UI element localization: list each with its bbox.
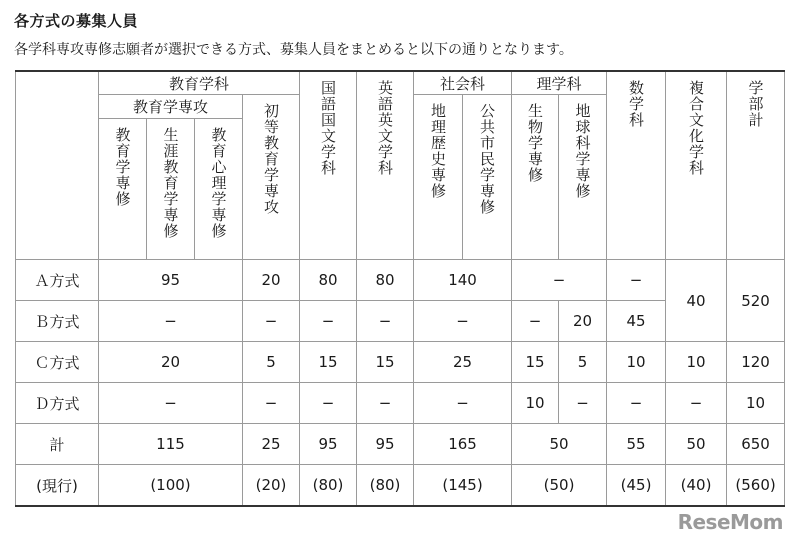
row-label: Ｂ方式 (16, 301, 99, 342)
cell-shotou: 25 (243, 424, 300, 465)
cell-total: 10 (727, 383, 785, 424)
cell-shakai: 25 (414, 342, 512, 383)
row-label: 計 (16, 424, 99, 465)
header-gakubu-kei: 学部計 (727, 71, 785, 260)
row-label: Ｄ方式 (16, 383, 99, 424)
cell-kyouikugaku: (100) (99, 465, 243, 507)
cell-seibutsu: 15 (512, 342, 559, 383)
cell-eigo: 95 (357, 424, 414, 465)
header-chikyu: 地球科学専修 (559, 95, 607, 260)
header-rigaku: 理学科 (512, 71, 607, 95)
cell-shakai: 165 (414, 424, 512, 465)
cell-kokugo: 80 (300, 260, 357, 301)
header-corner (16, 71, 99, 260)
cell-eigo: 15 (357, 342, 414, 383)
cell-kyouikugaku: − (99, 301, 243, 342)
header-shakai: 社会科 (414, 71, 512, 95)
cell-total: (560) (727, 465, 785, 507)
cell-seibutsu: − (512, 301, 559, 342)
header-seibutsu: 生物学専修 (512, 95, 559, 260)
cell-shakai: 140 (414, 260, 512, 301)
header-sugaku: 数学科 (607, 71, 666, 260)
table-row (16, 383, 785, 424)
cell-rigaku: 50 (512, 424, 607, 465)
cell-shotou: (20) (243, 465, 300, 507)
cell-total: 520 (727, 260, 785, 342)
cell-eigo: − (357, 301, 414, 342)
cell-shotou: 5 (243, 342, 300, 383)
cell-chikyu: 5 (559, 342, 607, 383)
cell-shakai: (145) (414, 465, 512, 507)
cell-kyouikugaku: 95 (99, 260, 243, 301)
cell-rigaku: − (512, 260, 607, 301)
table-row (16, 260, 785, 301)
cell-kokugo: − (300, 383, 357, 424)
cell-total: 120 (727, 342, 785, 383)
cell-shakai: − (414, 383, 512, 424)
cell-sugaku: (45) (607, 465, 666, 507)
cell-kokugo: 15 (300, 342, 357, 383)
header-kyouiku-gakka: 教育学科 (99, 71, 300, 95)
cell-fukugou: 10 (666, 342, 727, 383)
row-label: Ｃ方式 (16, 342, 99, 383)
cell-sugaku: 55 (607, 424, 666, 465)
header-chiri-rekishi: 地理歴史専修 (414, 95, 463, 260)
cell-seibutsu: 10 (512, 383, 559, 424)
cell-shotou: − (243, 301, 300, 342)
resemom-logo: ReseMom (677, 510, 783, 534)
cell-kokugo: (80) (300, 465, 357, 507)
cell-kyouikugaku: 115 (99, 424, 243, 465)
cell-chikyu: 20 (559, 301, 607, 342)
header-shougai-kyouikugaku-senshu: 生涯教育学専修 (147, 119, 195, 260)
page-subtitle: 各学科専攻専修志願者が選択できる方式、募集人員をまとめると以下の通りとなります。 (14, 42, 573, 58)
table-row (16, 342, 785, 383)
cell-fukugou: 50 (666, 424, 727, 465)
cell-kyouikugaku: 20 (99, 342, 243, 383)
cell-shotou: − (243, 383, 300, 424)
header-fukugou-bunka: 複合文化学科 (666, 71, 727, 260)
cell-eigo: (80) (357, 465, 414, 507)
cell-shotou: 20 (243, 260, 300, 301)
cell-fukugou: 40 (666, 260, 727, 342)
cell-kyouikugaku: − (99, 383, 243, 424)
table-row (16, 424, 785, 465)
cell-chikyu: − (559, 383, 607, 424)
header-kokugo-kokubun: 国語国文学科 (300, 71, 357, 260)
cell-sugaku: − (607, 383, 666, 424)
row-label: Ａ方式 (16, 260, 99, 301)
header-kyouiku-shinrigaku-senshu: 教育心理学専修 (195, 119, 243, 260)
header-kyouikugaku-senkou: 教育学専攻 (99, 95, 243, 119)
cell-sugaku: 10 (607, 342, 666, 383)
cell-shakai: − (414, 301, 512, 342)
cell-rigaku: (50) (512, 465, 607, 507)
cell-sugaku: − (607, 260, 666, 301)
page-title: 各方式の募集人員 (14, 12, 139, 30)
cell-fukugou: − (666, 383, 727, 424)
cell-eigo: − (357, 383, 414, 424)
row-label: (現行) (16, 465, 99, 507)
cell-eigo: 80 (357, 260, 414, 301)
cell-fukugou: (40) (666, 465, 727, 507)
cell-kokugo: − (300, 301, 357, 342)
cell-total: 650 (727, 424, 785, 465)
recruitment-table (15, 70, 785, 507)
cell-kokugo: 95 (300, 424, 357, 465)
cell-sugaku: 45 (607, 301, 666, 342)
table-row (16, 465, 785, 507)
header-eigo-eibun: 英語英文学科 (357, 71, 414, 260)
header-koukyou-shimin: 公共市民学専修 (463, 95, 512, 260)
header-shotou-kyouikugaku-senkou: 初等教育学専攻 (243, 95, 300, 260)
header-kyouikugaku-senshu: 教育学専修 (99, 119, 147, 260)
